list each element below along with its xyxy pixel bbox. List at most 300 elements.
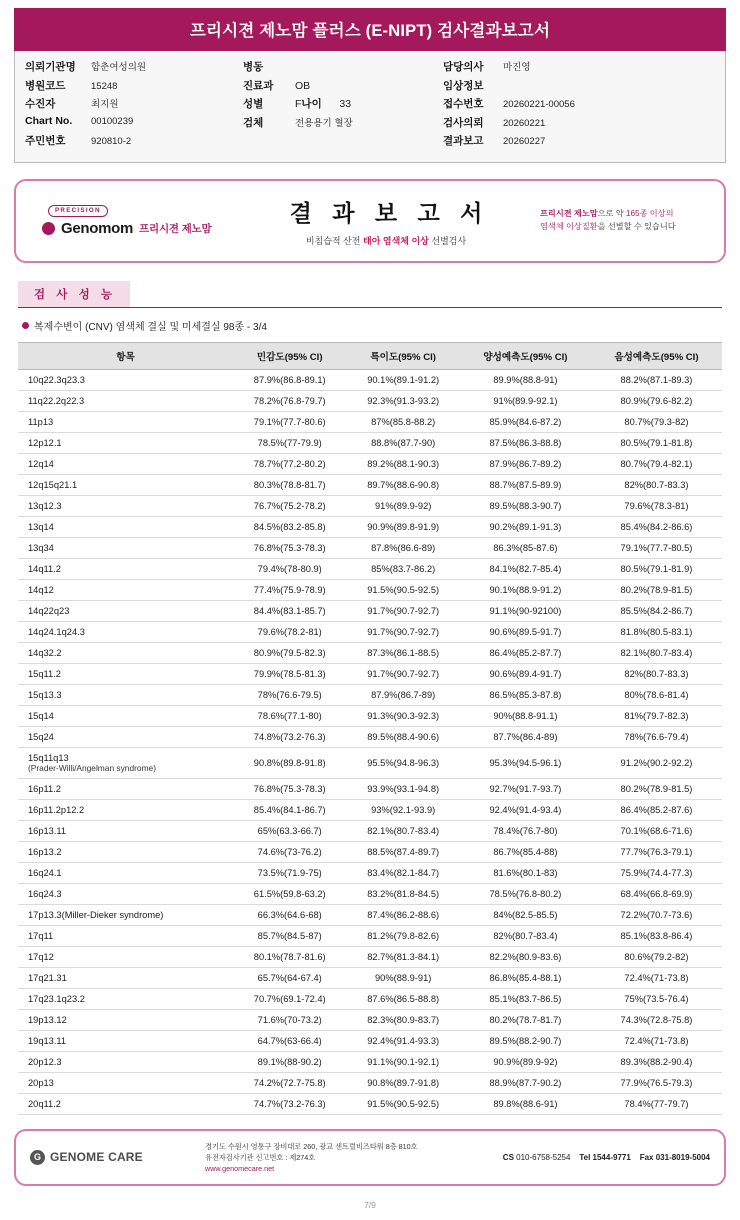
cell-ppv: 82%(80.7-83.4) xyxy=(460,925,591,946)
tel-value: 1544-9771 xyxy=(592,1152,631,1162)
table-row xyxy=(18,516,722,537)
table-header xyxy=(18,342,722,369)
patient-info-column-3 xyxy=(443,59,715,152)
cell-ppv: 86.8%(85.4-88.1) xyxy=(460,967,591,988)
cell-item: 20p12.3 xyxy=(18,1051,233,1072)
table-row xyxy=(18,820,722,841)
fax-label: Fax xyxy=(639,1152,654,1162)
cell-npv: 85.1%(83.8-86.4) xyxy=(591,925,722,946)
cell-specificity: 89.2%(88.1-90.3) xyxy=(346,453,459,474)
cell-ppv: 88.7%(87.5-89.9) xyxy=(460,474,591,495)
cell-specificity: 87.4%(86.2-88.6) xyxy=(346,904,459,925)
section-subtitle: 복제수변이 (CNV) 염색체 결실 및 미세결실 98종 - 3/4 xyxy=(34,321,267,333)
cell-npv: 85.4%(84.2-86.6) xyxy=(591,516,722,537)
cell-npv: 80%(78.6-81.4) xyxy=(591,684,722,705)
patient-info-column-1 xyxy=(25,59,243,152)
info-row xyxy=(25,59,243,72)
genome-care-mark-icon: G xyxy=(30,1150,45,1165)
cell-item: 10q22.3q23.3 xyxy=(18,369,233,390)
cell-specificity: 90.8%(89.7-91.8) xyxy=(346,1072,459,1093)
table-body xyxy=(18,369,722,1114)
cell-specificity: 92.3%(91.3-93.2) xyxy=(346,390,459,411)
section-header xyxy=(18,281,722,308)
cell-specificity: 91.7%(90.7-92.7) xyxy=(346,621,459,642)
report-subtitle-prefix: 비침습적 산전 xyxy=(305,235,363,246)
info-value: 최지원 xyxy=(91,99,119,110)
cell-npv: 77.7%(76.3-79.1) xyxy=(591,841,722,862)
cell-item-subtext: (Prader-Willi/Angelman syndrome) xyxy=(28,762,156,773)
info-value: 20260221-00056 xyxy=(503,99,575,110)
cell-npv: 85.5%(84.2-86.7) xyxy=(591,600,722,621)
cell-npv: 78%(76.6-79.4) xyxy=(591,726,722,747)
brand-block xyxy=(32,205,232,237)
table-row xyxy=(18,1072,722,1093)
cell-sensitivity: 80.1%(78.7-81.6) xyxy=(233,946,346,967)
info-label: 임상정보 xyxy=(443,79,484,92)
cell-specificity: 87.3%(86.1-88.5) xyxy=(346,642,459,663)
cell-item: 19q13.11 xyxy=(18,1030,233,1051)
cell-ppv: 78.5%(76.8-80.2) xyxy=(460,883,591,904)
info-row xyxy=(443,59,715,72)
cell-ppv: 85.9%(84.6-87.2) xyxy=(460,411,591,432)
genome-care-name: GENOME CARE xyxy=(50,1150,143,1165)
table-row xyxy=(18,621,722,642)
cell-item: 12q14 xyxy=(18,453,233,474)
report-page xyxy=(0,8,740,1220)
info-value: F xyxy=(295,98,302,110)
cell-specificity: 92.4%(91.4-93.3) xyxy=(346,1030,459,1051)
cell-npv: 80.5%(79.1-81.8) xyxy=(591,432,722,453)
footer-contacts xyxy=(455,1153,710,1162)
cell-sensitivity: 79.9%(78.5-81.3) xyxy=(233,663,346,684)
cell-specificity: 87.6%(86.5-88.8) xyxy=(346,988,459,1009)
cell-ppv: 92.7%(91.7-93.7) xyxy=(460,778,591,799)
page-number: 7/9 xyxy=(364,1199,376,1210)
info-label: 성별 xyxy=(243,98,264,110)
info-row xyxy=(443,96,715,109)
table-row xyxy=(18,925,722,946)
info-label: 검체 xyxy=(243,116,264,129)
cell-sensitivity: 80.3%(78.8-81.7) xyxy=(233,474,346,495)
cell-ppv: 90.9%(89.9-92) xyxy=(460,1051,591,1072)
cell-npv: 72.4%(71-73.8) xyxy=(591,1030,722,1051)
cell-ppv: 84.1%(82.7-85.4) xyxy=(460,558,591,579)
cell-npv: 82%(80.7-83.3) xyxy=(591,663,722,684)
cell-ppv: 86.4%(85.2-87.7) xyxy=(460,642,591,663)
cell-ppv: 87.5%(86.3-88.8) xyxy=(460,432,591,453)
table-row xyxy=(18,684,722,705)
cell-specificity: 91.7%(90.7-92.7) xyxy=(346,600,459,621)
info-label: 진료과 xyxy=(243,79,274,92)
info-row xyxy=(443,133,715,146)
info-value: 15248 xyxy=(91,80,118,92)
cell-item: 15q13.3 xyxy=(18,684,233,705)
cell-item: 16p11.2 xyxy=(18,778,233,799)
cell-sensitivity: 79.4%(78-80.9) xyxy=(233,558,346,579)
cell-specificity: 87%(85.8-88.2) xyxy=(346,411,459,432)
cell-specificity: 87.9%(86.7-89) xyxy=(346,684,459,705)
table-row xyxy=(18,1030,722,1051)
cell-specificity: 82.1%(80.7-83.4) xyxy=(346,820,459,841)
info-value: OB xyxy=(295,79,311,92)
cell-item: 11q22.2q22.3 xyxy=(18,390,233,411)
footer-address xyxy=(205,1141,455,1174)
cell-specificity: 91.3%(90.3-92.3) xyxy=(346,705,459,726)
cell-npv: 78.4%(77-79.7) xyxy=(591,1093,722,1114)
patient-info-column-2 xyxy=(243,59,443,152)
cell-sensitivity: 85.4%(84.1-86.7) xyxy=(233,799,346,820)
performance-table xyxy=(18,342,722,1115)
table-row xyxy=(18,946,722,967)
cell-specificity: 88.5%(87.4-89.7) xyxy=(346,841,459,862)
cell-item: 15q11q13 (Prader-Willi/Angelman syndrome) xyxy=(18,747,233,778)
cell-item: 17q21.31 xyxy=(18,967,233,988)
table-row xyxy=(18,600,722,621)
cell-item: 17q11 xyxy=(18,925,233,946)
table-row xyxy=(18,799,722,820)
cell-npv: 74.3%(72.8-75.8) xyxy=(591,1009,722,1030)
cell-ppv: 92.4%(91.4-93.4) xyxy=(460,799,591,820)
info-label: 검사의뢰 xyxy=(443,116,484,129)
report-note xyxy=(540,208,708,233)
cell-ppv: 90.1%(88.9-91.2) xyxy=(460,579,591,600)
info-value: 920810-2 xyxy=(91,136,132,147)
report-subtitle-highlight: 태아 염색체 이상 xyxy=(363,235,429,246)
info-label: 병동 xyxy=(243,61,264,73)
report-subtitle xyxy=(232,234,540,247)
cell-ppv: 89.9%(88.8-91) xyxy=(460,369,591,390)
report-title: 결 과 보 고 서 xyxy=(289,199,490,226)
cell-ppv: 90.2%(89.1-91.3) xyxy=(460,516,591,537)
cell-npv: 80.9%(79.6-82.2) xyxy=(591,390,722,411)
report-subtitle-suffix: 선별검사 xyxy=(428,235,467,246)
cell-item: 13q12.3 xyxy=(18,495,233,516)
table-row xyxy=(18,726,722,747)
info-value: 00100239 xyxy=(91,115,134,127)
table-header-row xyxy=(18,342,722,369)
cell-npv: 79.1%(77.7-80.5) xyxy=(591,537,722,558)
cell-sensitivity: 84.4%(83.1-85.7) xyxy=(233,600,346,621)
table-row xyxy=(18,705,722,726)
table-row xyxy=(18,558,722,579)
cell-npv: 75%(73.5-76.4) xyxy=(591,988,722,1009)
cs-label: CS xyxy=(502,1152,514,1162)
info-label: 결과보고 xyxy=(443,135,484,147)
cell-specificity: 91.5%(90.5-92.5) xyxy=(346,1093,459,1114)
cell-specificity: 83.2%(81.8-84.5) xyxy=(346,883,459,904)
cell-sensitivity: 73.5%(71.9-75) xyxy=(233,862,346,883)
cell-ppv: 86.7%(85.4-88) xyxy=(460,841,591,862)
info-value: 20260221 xyxy=(503,117,546,129)
report-header-card xyxy=(14,179,726,263)
cell-specificity: 91.5%(90.5-92.5) xyxy=(346,579,459,600)
precision-badge xyxy=(48,205,232,217)
cell-ppv: 90.6%(89.5-91.7) xyxy=(460,621,591,642)
cell-npv: 80.7%(79.3-82) xyxy=(591,411,722,432)
cell-npv: 91.2%(90.2-92.2) xyxy=(591,747,722,778)
table-row xyxy=(18,411,722,432)
cell-ppv: 89.8%(88.6-91) xyxy=(460,1093,591,1114)
cell-ppv: 86.5%(85.3-87.8) xyxy=(460,684,591,705)
table-row xyxy=(18,663,722,684)
cell-specificity: 90.9%(89.8-91.9) xyxy=(346,516,459,537)
cell-item: 13q34 xyxy=(18,537,233,558)
cell-specificity: 90%(88.9-91) xyxy=(346,967,459,988)
info-value: 20260227 xyxy=(503,136,546,147)
cell-ppv: 78.4%(76.7-80) xyxy=(460,820,591,841)
info-label: 담당의사 xyxy=(443,61,484,73)
cell-item: 17q12 xyxy=(18,946,233,967)
page-title: 프리시젼 제노맘 플러스 (E-NIPT) 검사결과보고서 xyxy=(14,8,726,51)
cell-sensitivity: 65%(63.3-66.7) xyxy=(233,820,346,841)
info-row xyxy=(25,133,243,146)
cell-npv: 80.2%(78.9-81.5) xyxy=(591,778,722,799)
brand-name: Genomom xyxy=(61,219,134,237)
patient-info-box xyxy=(14,51,726,163)
genomom-mark-icon xyxy=(42,222,55,235)
cell-npv: 80.2%(78.9-81.5) xyxy=(591,579,722,600)
info-label-age: 나이 xyxy=(301,98,322,110)
cell-item: 17p13.3(Miller-Dieker syndrome) xyxy=(18,904,233,925)
cell-specificity: 91.7%(90.7-92.7) xyxy=(346,663,459,684)
cell-sensitivity: 78.2%(76.8-79.7) xyxy=(233,390,346,411)
genomom-logo xyxy=(42,220,232,237)
cell-sensitivity: 78%(76.6-79.5) xyxy=(233,684,346,705)
cell-sensitivity: 84.5%(83.2-85.8) xyxy=(233,516,346,537)
cell-specificity: 91.1%(90.1-92.1) xyxy=(346,1051,459,1072)
note-disease: 염색체 이상질환 xyxy=(540,221,598,231)
cell-sensitivity: 78.6%(77.1-80) xyxy=(233,705,346,726)
info-label: 병원코드 xyxy=(25,79,66,92)
table-row xyxy=(18,642,722,663)
info-row xyxy=(243,78,443,91)
cell-ppv: 81.6%(80.1-83) xyxy=(460,862,591,883)
cell-sensitivity: 74.6%(73-76.2) xyxy=(233,841,346,862)
cell-sensitivity: 80.9%(79.5-82.3) xyxy=(233,642,346,663)
cell-npv: 68.4%(66.8-69.9) xyxy=(591,883,722,904)
cell-ppv: 84%(82.5-85.5) xyxy=(460,904,591,925)
brand-name-korean: 프리시젼 제노맘 xyxy=(139,222,212,235)
cell-npv: 80.7%(79.4-82.1) xyxy=(591,453,722,474)
cell-item: 15q14 xyxy=(18,705,233,726)
info-value: 함춘여성의원 xyxy=(91,62,147,73)
table-row xyxy=(18,862,722,883)
cell-npv: 86.4%(85.2-87.6) xyxy=(591,799,722,820)
cell-npv: 81.8%(80.5-83.1) xyxy=(591,621,722,642)
table-row xyxy=(18,841,722,862)
cell-sensitivity: 78.5%(77-79.9) xyxy=(233,432,346,453)
cell-sensitivity: 76.8%(75.3-78.3) xyxy=(233,537,346,558)
cell-ppv: 90.6%(89.4-91.7) xyxy=(460,663,591,684)
cs-value: 010-6758-5254 xyxy=(516,1152,571,1162)
cell-sensitivity: 77.4%(75.9-78.9) xyxy=(233,579,346,600)
cell-sensitivity: 85.7%(84.5-87) xyxy=(233,925,346,946)
info-row-sex-age xyxy=(243,96,443,109)
table-row xyxy=(18,474,722,495)
info-label: 주민번호 xyxy=(25,135,66,147)
table-row xyxy=(18,988,722,1009)
cell-sensitivity: 61.5%(59.8-63.2) xyxy=(233,883,346,904)
cell-ppv: 80.2%(78.7-81.7) xyxy=(460,1009,591,1030)
cell-ppv: 89.5%(88.3-90.7) xyxy=(460,495,591,516)
info-row xyxy=(25,78,243,91)
table-row xyxy=(18,369,722,390)
info-row xyxy=(25,115,243,128)
fax-value: 031-8019-5004 xyxy=(655,1152,710,1162)
cell-specificity: 82.7%(81.3-84.1) xyxy=(346,946,459,967)
info-row xyxy=(443,115,715,128)
cell-npv: 88.2%(87.1-89.3) xyxy=(591,369,722,390)
cell-item: 14q32.2 xyxy=(18,642,233,663)
cell-specificity: 81.2%(79.8-82.6) xyxy=(346,925,459,946)
cell-item: 16q24.3 xyxy=(18,883,233,904)
cell-specificity: 93.9%(93.1-94.8) xyxy=(346,778,459,799)
cell-item: 11p13 xyxy=(18,411,233,432)
cell-npv: 70.1%(68.6-71.6) xyxy=(591,820,722,841)
table-row xyxy=(18,390,722,411)
table-row xyxy=(18,904,722,925)
footer-website-link[interactable]: www.genomecare.net xyxy=(205,1163,275,1173)
cell-item: 15q24 xyxy=(18,726,233,747)
cell-ppv: 95.3%(94.5-96.1) xyxy=(460,747,591,778)
info-row xyxy=(25,96,243,109)
section-subtitle-row xyxy=(22,318,720,333)
genome-care-logo xyxy=(30,1150,205,1165)
cell-sensitivity: 87.9%(86.8-89.1) xyxy=(233,369,346,390)
table-row xyxy=(18,1093,722,1114)
cell-npv: 75.9%(74.4-77.3) xyxy=(591,862,722,883)
cell-sensitivity: 89.1%(88-90.2) xyxy=(233,1051,346,1072)
cell-sensitivity: 76.8%(75.3-78.3) xyxy=(233,778,346,799)
cell-item: 14q12 xyxy=(18,579,233,600)
info-label: 접수번호 xyxy=(443,98,484,110)
info-value: 전용용기 혈장 xyxy=(295,117,353,129)
table-row xyxy=(18,453,722,474)
cell-npv: 79.6%(78.3-81) xyxy=(591,495,722,516)
cell-specificity: 95.5%(94.8-96.3) xyxy=(346,747,459,778)
table-row xyxy=(18,432,722,453)
cell-specificity: 87.8%(86.6-89) xyxy=(346,537,459,558)
cell-item: 16p13.2 xyxy=(18,841,233,862)
cell-item: 20p13 xyxy=(18,1072,233,1093)
cell-sensitivity: 90.8%(89.8-91.8) xyxy=(233,747,346,778)
cell-specificity: 85%(83.7-86.2) xyxy=(346,558,459,579)
info-label: 의뢰기관명 xyxy=(25,61,76,73)
precision-label: PRECISION xyxy=(48,205,108,217)
table-row xyxy=(18,778,722,799)
cell-ppv: 85.1%(83.7-86.5) xyxy=(460,988,591,1009)
cell-specificity: 83.4%(82.1-84.7) xyxy=(346,862,459,883)
table-row xyxy=(18,495,722,516)
col-header-sensitivity: 민감도(95% CI) xyxy=(233,342,346,369)
info-label: 수진자 xyxy=(25,98,56,110)
cell-sensitivity: 76.7%(75.2-78.2) xyxy=(233,495,346,516)
cell-sensitivity: 71.6%(70-73.2) xyxy=(233,1009,346,1030)
cell-specificity: 89.5%(88.4-90.6) xyxy=(346,726,459,747)
footer-address-line-2: 유전자검사기관 신고번호 : 제274호 xyxy=(205,1152,316,1162)
cell-ppv: 90%(88.8-91.1) xyxy=(460,705,591,726)
tel-label: Tel xyxy=(579,1152,591,1162)
table-row xyxy=(18,579,722,600)
info-value: 마진영 xyxy=(503,62,531,73)
col-header-item: 항목 xyxy=(18,342,233,369)
cell-npv: 80.5%(79.1-81.9) xyxy=(591,558,722,579)
cell-sensitivity: 79.6%(78.2-81) xyxy=(233,621,346,642)
note-count: 165종 이상의 xyxy=(625,209,674,219)
note-text-1: 으로 약 xyxy=(597,209,626,219)
table-row xyxy=(18,1051,722,1072)
cell-sensitivity: 65.7%(64-67.4) xyxy=(233,967,346,988)
table-row xyxy=(18,883,722,904)
cell-specificity: 93%(92.1-93.9) xyxy=(346,799,459,820)
cell-npv: 82.1%(80.7-83.4) xyxy=(591,642,722,663)
col-header-specificity: 특이도(95% CI) xyxy=(346,342,459,369)
cell-ppv: 87.7%(86.4-89) xyxy=(460,726,591,747)
cell-ppv: 82.2%(80.9-83.6) xyxy=(460,946,591,967)
cell-ppv: 88.9%(87.7-90.2) xyxy=(460,1072,591,1093)
cell-specificity: 91%(89.9-92) xyxy=(346,495,459,516)
table-row xyxy=(18,537,722,558)
cell-sensitivity: 78.7%(77.2-80.2) xyxy=(233,453,346,474)
col-header-npv: 음성예측도(95% CI) xyxy=(591,342,722,369)
cell-item: 16q24.1 xyxy=(18,862,233,883)
cell-item: 12p12.1 xyxy=(18,432,233,453)
note-text-2: 을 선별할 수 있습니다 xyxy=(597,221,676,231)
note-brand: 프리시젼 제노맘 xyxy=(540,209,598,219)
col-header-ppv: 양성예측도(95% CI) xyxy=(460,342,591,369)
cell-ppv: 89.5%(88.2-90.7) xyxy=(460,1030,591,1051)
info-row xyxy=(443,78,715,91)
cell-npv: 77.9%(76.5-79.3) xyxy=(591,1072,722,1093)
cell-specificity: 89.7%(88.6-90.8) xyxy=(346,474,459,495)
cell-npv: 72.4%(71-73.8) xyxy=(591,967,722,988)
report-title-block xyxy=(232,195,540,247)
cell-item: 14q24.1q24.3 xyxy=(18,621,233,642)
cell-ppv: 91%(89.9-92.1) xyxy=(460,390,591,411)
cell-specificity: 88.8%(87.7-90) xyxy=(346,432,459,453)
cell-ppv: 86.3%(85-87.6) xyxy=(460,537,591,558)
cell-sensitivity: 70.7%(69.1-72.4) xyxy=(233,988,346,1009)
cell-item: 19p13.12 xyxy=(18,1009,233,1030)
cell-sensitivity: 74.7%(73.2-76.3) xyxy=(233,1093,346,1114)
section-heading-label: 검 사 성 능 xyxy=(18,281,130,307)
cell-item: 12q15q21.1 xyxy=(18,474,233,495)
cell-item: 17q23.1q23.2 xyxy=(18,988,233,1009)
table-row xyxy=(18,967,722,988)
cell-item: 15q11.2 xyxy=(18,663,233,684)
cell-npv: 72.2%(70.7-73.6) xyxy=(591,904,722,925)
cell-item: 16p11.2p12.2 xyxy=(18,799,233,820)
bullet-icon xyxy=(22,322,29,329)
cell-item: 14q22q23 xyxy=(18,600,233,621)
cell-sensitivity: 79.1%(77.7-80.6) xyxy=(233,411,346,432)
section-divider xyxy=(18,307,722,308)
footer-address-line-1: 경기도 수원시 영통구 장비대로 260, 광교 센트럴비즈타워 8층 810호 xyxy=(205,1141,418,1151)
footer-card xyxy=(14,1129,726,1186)
cell-specificity: 90.1%(89.1-91.2) xyxy=(346,369,459,390)
cell-npv: 80.6%(79.2-82) xyxy=(591,946,722,967)
cell-sensitivity: 74.8%(73.2-76.3) xyxy=(233,726,346,747)
cell-item: 13q14 xyxy=(18,516,233,537)
cell-item: 20q11.2 xyxy=(18,1093,233,1114)
table-row xyxy=(18,1009,722,1030)
cell-npv: 89.3%(88.2-90.4) xyxy=(591,1051,722,1072)
info-row xyxy=(243,115,443,128)
cell-item: 16p13.11 xyxy=(18,820,233,841)
cell-sensitivity: 66.3%(64.6-68) xyxy=(233,904,346,925)
cell-sensitivity: 74.2%(72.7-75.8) xyxy=(233,1072,346,1093)
table-row xyxy=(18,747,722,778)
